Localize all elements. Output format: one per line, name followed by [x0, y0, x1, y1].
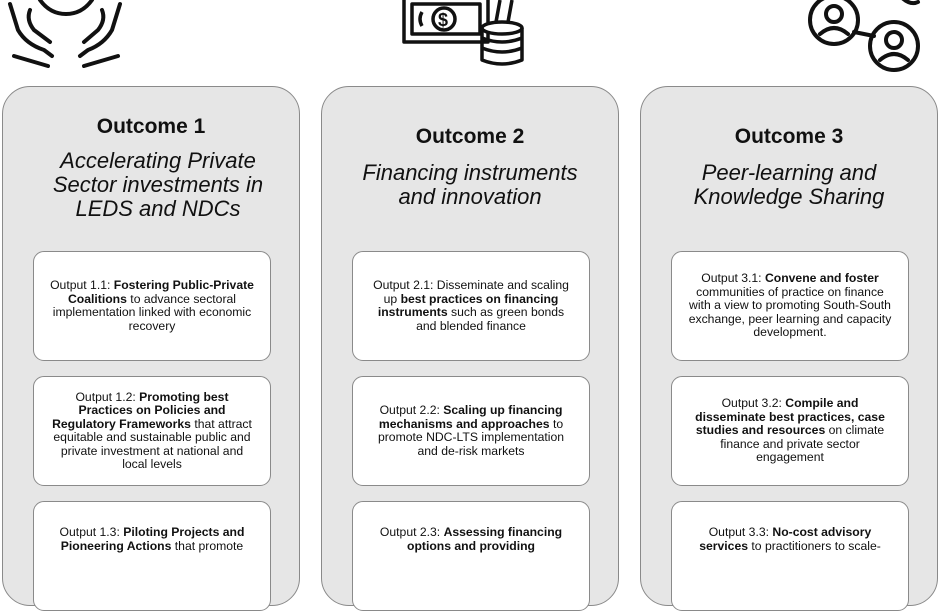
outcome-3-panel — [640, 86, 938, 606]
output-3-2-card: Output 3.2: Compile and disseminate best practices, case studies and resources on climate finance and private sector engagement — [671, 376, 909, 486]
svg-text:$: $ — [438, 10, 449, 30]
outcome-2-subtitle: Financing instruments and innovation — [362, 160, 578, 209]
hands-coin-icon — [0, 0, 140, 70]
outcome-1-title: Outcome 1 — [96, 115, 206, 138]
output-1-3-card: Output 1.3: Piloting Projects and Pioneering Actions that promote — [33, 501, 271, 611]
output-1-1-card: Output 1.1: Fostering Public-Private Coalitions to advance sectoral implementation linked with economic recovery — [33, 251, 271, 361]
banknote-coins-icon — [400, 0, 540, 70]
output-3-3-card: Output 3.3: No-cost advisory services to practitioners to scale- — [671, 501, 909, 611]
outcome-3-title: Outcome 3 — [734, 125, 844, 148]
outcome-1-panel — [2, 86, 300, 606]
output-1-2-card: Output 1.2: Promoting best Practices on Policies and Regulatory Frameworks that attract equitable and sustainable public and private investment at national and local levels — [33, 376, 271, 486]
output-3-1-card: Output 3.1: Convene and foster communities of practice on finance with a view to promoting South-South exchange, peer learning and capacity development. — [671, 251, 909, 361]
output-2-3-card: Output 2.3: Assessing financing options and providing — [352, 501, 590, 611]
people-network-icon — [790, 0, 938, 80]
outcome-3-subtitle: Peer-learning and Knowledge Sharing — [693, 160, 885, 209]
output-2-2-card: Output 2.2: Scaling up financing mechanisms and approaches to promote NDC-LTS implementation and de-risk markets — [352, 376, 590, 486]
outcome-1-subtitle: Accelerating Private Sector investments in LEDS and NDCs — [52, 148, 264, 221]
outcome-2-title: Outcome 2 — [415, 125, 525, 148]
outcome-2-panel — [321, 86, 619, 606]
output-2-1-card: Output 2.1: Disseminate and scaling up best practices on financing instruments such as green bonds and blended finance — [352, 251, 590, 361]
